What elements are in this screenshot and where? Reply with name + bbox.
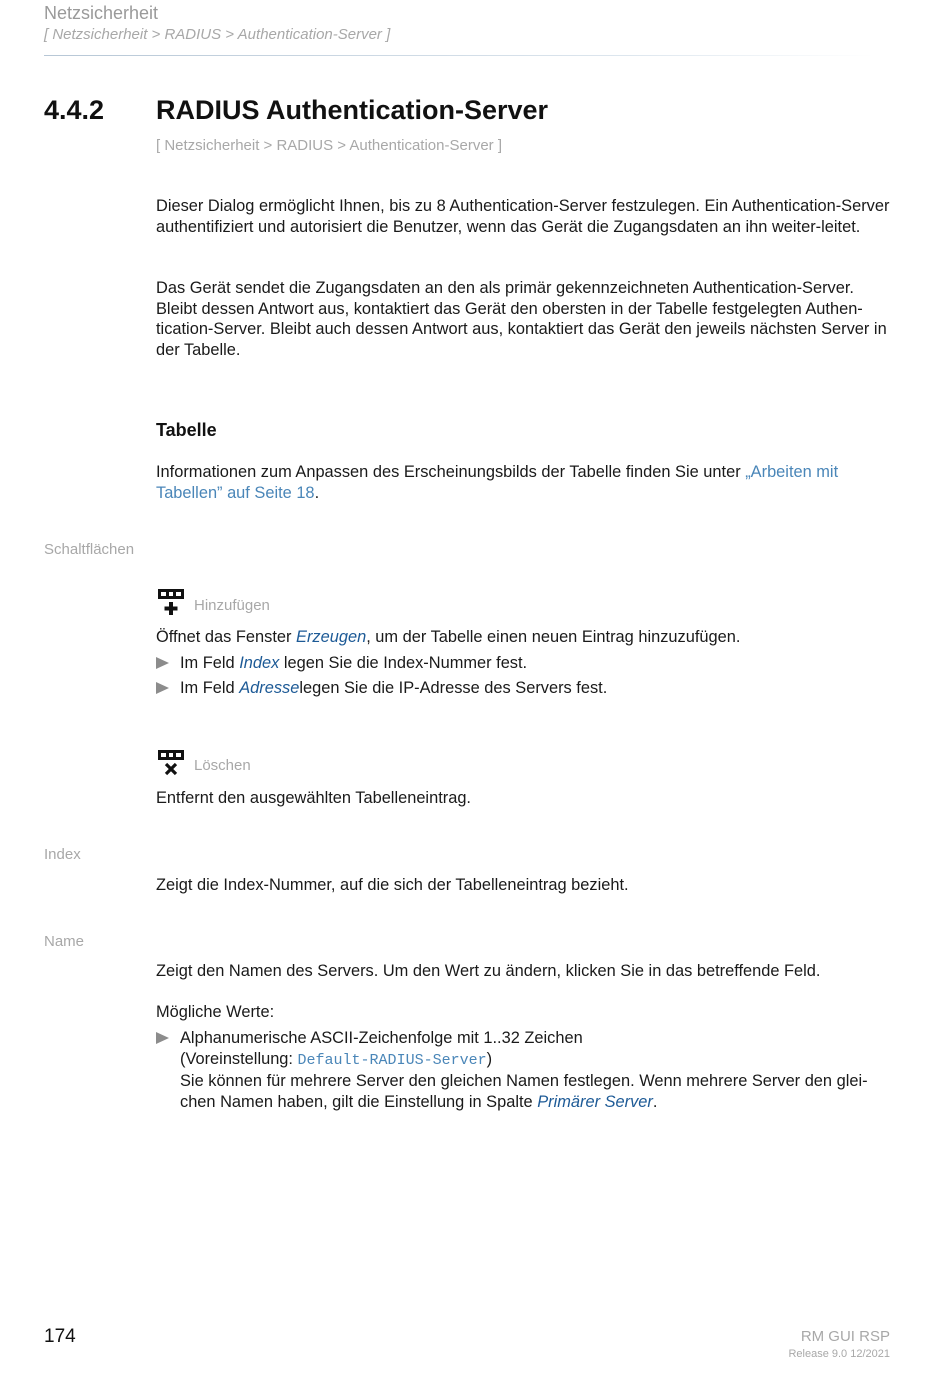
name-description: Zeigt den Namen des Servers. Um den Wert zu ändern, klicken Sie in das betreffende Feld. bbox=[156, 962, 821, 980]
index-label: Index bbox=[44, 846, 81, 863]
possible-values-heading: Mögliche Werte: bbox=[156, 1003, 275, 1021]
add-bullet-index bbox=[156, 653, 896, 674]
default-suffix: ) bbox=[486, 1049, 493, 1068]
table-info-link[interactable]: „Arbeiten mit Tabellen” auf Seite 18 bbox=[156, 463, 839, 502]
footer-product: RM GUI RSP bbox=[800, 1328, 890, 1345]
delete-button-row bbox=[156, 746, 251, 776]
table-delete-icon bbox=[156, 746, 186, 776]
name-label: Name bbox=[44, 933, 85, 950]
name-values-text bbox=[180, 1028, 896, 1112]
intro-paragraph-1: Dieser Dialog ermöglicht Ihnen, bis zu 8 Authentication-Server festzulegen. Ein Authentication-Server authentifiziert und autorisiert die Benutzer, wenn das Gerät die Zugangsdaten an ihn weiter-leitet. bbox=[156, 197, 890, 236]
section-title: RADIUS Authentication-Server bbox=[156, 95, 549, 125]
bullet-ref: Adresse bbox=[239, 679, 300, 697]
table-add-icon bbox=[156, 586, 186, 616]
intro-paragraph-2: Das Gerät sendet die Zugangsdaten an den als primär gekennzeichneten Authentication-Server. Bleibt dessen Antwort aus, kontaktiert das Gerät den obersten in der Tabelle festgelegten Authen-tication-Server. Bleibt auch dessen Antwort aus, kontaktiert das Gerät den jeweils nächsten Server in der Tabelle. bbox=[156, 279, 887, 359]
bullet-arrow-icon bbox=[156, 1032, 169, 1044]
section-path: [ Netzsicherheit > RADIUS > Authentication-Server ] bbox=[156, 137, 502, 154]
name-note-text: Sie können für mehrere Server den gleichen Namen festlegen. Wenn mehrere Server den glei-chen Namen haben, gilt die Einstellung in Spalte bbox=[180, 1072, 868, 1111]
header-divider bbox=[44, 55, 874, 56]
bullet-arrow-icon bbox=[156, 682, 169, 694]
name-note-ref: Primärer Server bbox=[537, 1092, 653, 1111]
delete-button-description: Entfernt den ausgewählten Tabelleneintrag. bbox=[156, 789, 471, 807]
add-button-description bbox=[156, 627, 896, 648]
table-info-paragraph bbox=[156, 462, 896, 503]
add-button-label: Hinzufügen bbox=[194, 597, 270, 614]
bullet-text bbox=[180, 653, 527, 674]
add-button-row bbox=[156, 586, 270, 616]
add-desc-ref: Erzeugen bbox=[296, 628, 367, 646]
bullet-text-start: Im Feld bbox=[180, 654, 240, 672]
running-header-title: Netzsicherheit bbox=[44, 3, 159, 23]
default-value: Default-RADIUS-Server bbox=[297, 1051, 487, 1069]
add-desc-text: Öffnet das Fenster bbox=[156, 628, 297, 646]
bullet-text-end: legen Sie die IP-Adresse des Servers fest. bbox=[299, 679, 608, 697]
section-number: 4.4.2 bbox=[44, 95, 105, 125]
bullet-ref: Index bbox=[239, 654, 280, 672]
page-number: 174 bbox=[44, 1326, 76, 1347]
bullet-text bbox=[180, 678, 607, 699]
bullet-arrow-icon bbox=[156, 657, 169, 669]
buttons-label: Schaltflächen bbox=[44, 541, 135, 558]
delete-button-label: Löschen bbox=[194, 757, 251, 774]
table-info-text: Informationen zum Anpassen des Erscheinungsbilds der Tabelle finden Sie unter bbox=[156, 463, 746, 481]
add-bullet-address bbox=[156, 678, 896, 699]
default-prefix: (Voreinstellung: bbox=[180, 1049, 298, 1068]
table-heading: Tabelle bbox=[156, 420, 217, 440]
footer-release: Release 9.0 12/2021 bbox=[788, 1348, 890, 1360]
bullet-text-end: legen Sie die Index-Nummer fest. bbox=[279, 654, 528, 672]
name-note-end: . bbox=[652, 1092, 658, 1111]
bullet-text-start: Im Feld bbox=[180, 679, 240, 697]
table-info-period: . bbox=[314, 483, 320, 502]
index-description: Zeigt die Index-Nummer, auf die sich der Tabelleneintrag bezieht. bbox=[156, 876, 629, 894]
value-range-text: Alphanumerische ASCII-Zeichenfolge mit 1..32 Zeichen bbox=[180, 1029, 583, 1047]
add-desc-text-end: , um der Tabelle einen neuen Eintrag hinzuzufügen. bbox=[366, 628, 741, 646]
running-header-path: [ Netzsicherheit > RADIUS > Authentication-Server ] bbox=[44, 26, 391, 43]
name-values-bullet bbox=[156, 1028, 896, 1112]
